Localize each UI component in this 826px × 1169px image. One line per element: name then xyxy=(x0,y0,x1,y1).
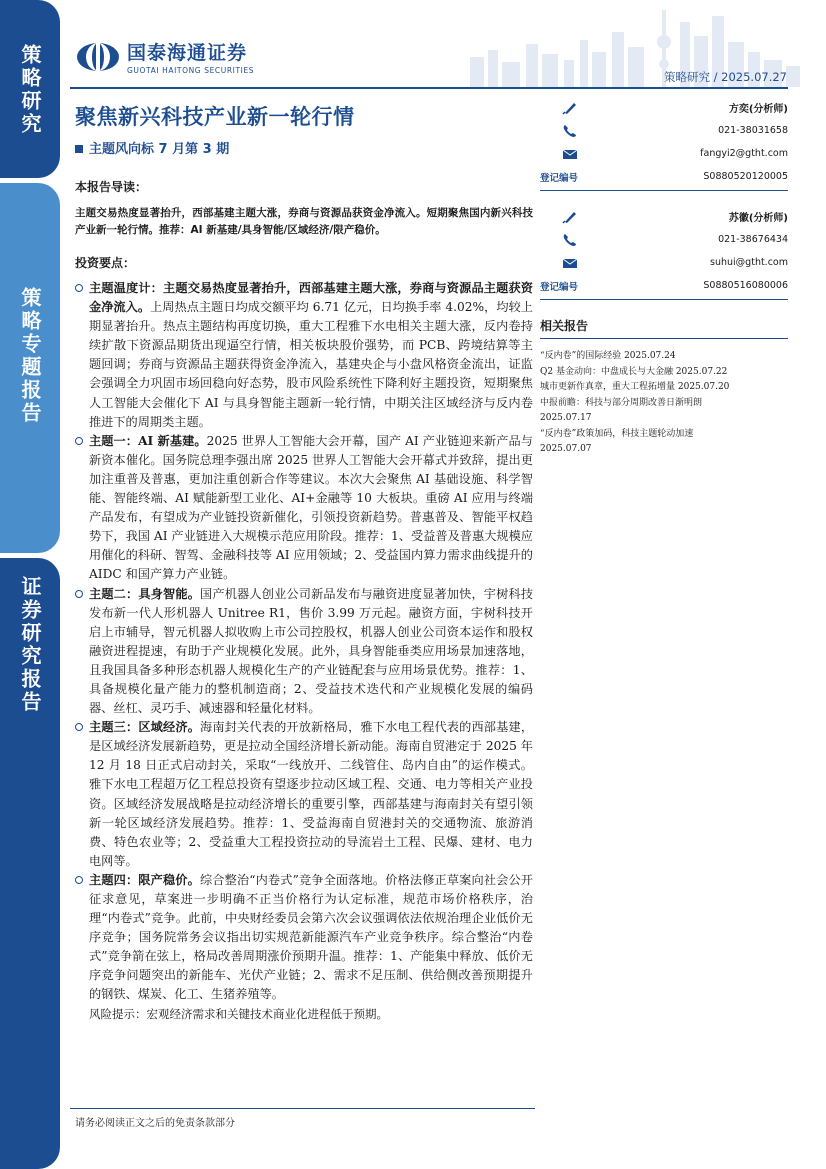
analyst-1-reg-no: S0880520120005 xyxy=(703,171,788,182)
related-report-item[interactable]: “反内卷”政策加码，科技主题轮动加速 xyxy=(540,428,694,439)
sidebar-report-type-label: 策略专题报告 xyxy=(18,287,42,425)
subtitle-square-icon xyxy=(75,145,83,153)
point-body: 上周热点主题日均成交额平均 6.71 亿元，日均换手率 4.02%，均较上期显著抬升。热点主题结构再度切换，重大工程雅下水电相关主题大涨，反内卷持续扩散下资源品期货出现逼空行情，相关板块股价强势，而 PCB、跨境结算等主题回调；券商与资源品主题获得资金净流入，基建央企与小盘风格资金流出，证监会强调全力巩固市场回稳向好态势，股市风险系统性下降利好主题投资，短期聚焦人工智能大会催化下 AI 与具身智能主题新一轮行情，中期关注区域经济与反内卷推进下的周期类主题。 xyxy=(89,300,533,429)
point-body: 海南封关代表的开放新格局，雅下水电工程代表的西部基建，是区域经济发展新趋势，更是拉动全国经济增长新动能。海南自贸港定于 2025 年 12 月 18 日正式启动封关，采取“一线放开、二线管住、岛内自由”的运作模式。雅下水电工程超万亿工程总投资有望逐步拉动区域工程、交通、电力等相关产业投资。区域经济发展战略是拉动经济增长的重要引擎，西部基建与海南封关有望引领新一轮区域经济发展趋势。推荐：1、受益海南自贸港封关的交通物流、旅游消费、特色农业等；2、受益重大工程投资拉动的导流岩土工程、民爆、建材、电力电网等。 xyxy=(89,720,534,868)
analyst-divider xyxy=(540,190,788,191)
point-lead: 主题三：区域经济。 xyxy=(89,720,201,735)
related-report-item[interactable]: 中报前瞻：科技与部分周期改善日渐明朗 xyxy=(540,397,703,408)
point-item xyxy=(75,432,533,585)
guide-heading: 本报告导读： xyxy=(75,180,148,194)
points-list xyxy=(75,279,533,1024)
analyst-2-email[interactable]: suhui@gtht.com xyxy=(710,257,788,268)
analyst-email-row xyxy=(540,251,788,274)
bullet-circle-icon xyxy=(75,437,83,445)
point-item xyxy=(75,871,533,1005)
risk-warning: 风险提示：宏观经济需求和关键技术商业化进程低于预期。 xyxy=(89,1006,388,1021)
analyst-1-name: 方奕(分析师) xyxy=(728,104,788,115)
brand-mark-icon xyxy=(75,41,121,73)
analyst-phone-row xyxy=(540,119,788,142)
sidebar-category-block xyxy=(0,0,60,178)
brand-logo xyxy=(75,38,254,75)
brand-name-cn: 国泰海通证券 xyxy=(127,42,248,64)
related-reports-title: 相关报告 xyxy=(540,317,788,339)
point-body: 2025 世界人工智能大会开幕，国产 AI 产业链迎来新产品与新资本催化。国务院总理李强出席 2025 世界人工智能大会开幕式并致辞，提出更加注重普及普惠，更加注重创新合作等建议。本次大会聚焦 AI 基础设施、科学智能、智能终端、AI 赋能新型工业化、AI+金融等 10 大板块。重磅 AI 应用与终端产品发布，有望成为产业链投资新催化，引领投资新趋势。普惠普及、智能平权趋势下，我国 AI 产业链进入大规模示范应用阶段。推荐：1、受益普及普惠大规模应用催化的科研、智驾、金融科技等 AI 应用领域；2、受益国内算力需求曲线提升的 AIDC 和国产算力产业链。 xyxy=(89,433,533,582)
analyst-1-phone: 021-38031658 xyxy=(718,125,788,136)
report-subtitle xyxy=(75,138,229,157)
analyst-1-email[interactable]: fangyi2@gtht.com xyxy=(700,148,788,159)
related-report-date: 2025.07.17 xyxy=(540,413,592,423)
analyst-divider xyxy=(540,299,788,300)
analyst-2-phone: 021-38676434 xyxy=(718,234,788,245)
related-reports-list xyxy=(540,349,788,458)
pen-icon xyxy=(562,210,578,224)
analyst-phone-row xyxy=(540,228,788,251)
point-lead: 主题二：具身智能。 xyxy=(89,586,201,601)
point-body: 综合整治“内卷式”竞争全面落地。价格法修正草案向社会公开征求意见，草案进一步明确不正当价格行为认定标准，规范市场价格秩序，治理“内卷式”竞争。此前，中央财经委员会第六次会议强调依法依规治理企业低价无序竞争；国务院常务会议指出切实规范新能源汽车产业竞争秩序。综合整治“内卷式”竞争箭在弦上，格局改善周期涨价预期升温。推荐：1、产能集中释放、低价无序竞争问题突出的新能车、光伏产业链；2、需求不足压制、供给侧改善预期提升的钢铁、煤炭、化工、生猪养殖等。 xyxy=(89,872,533,1002)
point-lead: 主题一：AI 新基建。 xyxy=(89,433,207,448)
point-item xyxy=(75,279,533,432)
phone-icon xyxy=(562,124,578,138)
bullet-circle-icon xyxy=(75,590,83,598)
analyst-2-reg-no: S0880516080006 xyxy=(703,280,788,291)
pen-icon xyxy=(562,101,578,115)
analyst-name-row xyxy=(540,205,788,228)
bullet-circle-icon xyxy=(75,723,83,731)
analyst-2-reg-label: 登记编号 xyxy=(540,281,579,293)
analyst-name-row xyxy=(540,96,788,119)
brand-name-en: GUOTAI HAITONG SECURITIES xyxy=(127,66,255,75)
mail-icon xyxy=(562,147,578,161)
related-reports xyxy=(540,317,788,458)
report-subtitle-text: 主题风向标 7 月第 3 期 xyxy=(89,142,230,157)
related-report-item[interactable]: 城市更新作真章，重大工程拓增量 2025.07.20 xyxy=(540,382,730,392)
sidebar-report-type-block xyxy=(0,183,60,553)
point-lead: 主题温度计：主题交易热度显著抬升，西部基建主题大涨，券商与资源品主题获资金净流入。 xyxy=(89,281,533,315)
guide-text: 主题交易热度显著抬升，西部基建主题大涨，券商与资源品获资金净流入。短期聚焦国内新兴科技产业新一轮行情。推荐：AI 新基建/具身智能/区域经济/限产稳价。 xyxy=(75,207,533,236)
points-heading: 投资要点： xyxy=(75,256,136,270)
bullet-circle-icon xyxy=(75,876,83,884)
header-category-date: 策略研究 / 2025.07.27 xyxy=(663,70,787,84)
header-divider xyxy=(70,87,788,89)
analyst-reg-row xyxy=(540,165,788,188)
analyst-email-row xyxy=(540,142,788,165)
footer-divider xyxy=(70,1108,535,1109)
point-body: 国产机器人创业公司新品发布与融资进度显著加快，宇树科技发布新一代人形机器人 Unitree R1，售价 3.99 万元起。融资方面，宇树科技开启上市辅导，智元机器人拟收购上市公司控股权，机器人创业公司资本运作和股权融资进程提速，有助于产业规模化发展。此外，具身智能垂类应用场景加速落地，且我国具备多种形态机器人规模化生产的产业链配套与应用场景优势。推荐：1、具备规模化量产能力的整机制造商；2、受益技术迭代和产业规模化发展的编码器、丝杠、灵巧手、减速器和轻量化材料。 xyxy=(89,586,534,716)
left-sidebar xyxy=(0,0,60,1169)
related-report-date: 2025.07.07 xyxy=(540,444,592,454)
mail-icon xyxy=(562,256,578,270)
analyst-1-reg-label: 登记编号 xyxy=(540,172,579,184)
bullet-circle-icon xyxy=(75,284,83,292)
analyst-2-name: 苏徽(分析师) xyxy=(728,213,788,224)
point-lead: 主题四：限产稳价。 xyxy=(89,872,200,887)
point-item xyxy=(75,585,533,719)
main-content xyxy=(75,178,533,1024)
point-item xyxy=(75,718,533,871)
sidebar-research-block xyxy=(0,558,60,1169)
sidebar-research-label: 证券研究报告 xyxy=(18,576,42,714)
related-report-item[interactable]: “反内卷”的国际经验 2025.07.24 xyxy=(540,351,676,361)
sidebar-category-label: 策略研究 xyxy=(18,44,42,136)
analyst-reg-row xyxy=(540,274,788,297)
analyst-panel xyxy=(540,96,788,302)
phone-icon xyxy=(562,233,578,247)
report-title: 聚焦新兴科技产业新一轮行情 xyxy=(75,105,355,129)
footer-disclaimer[interactable]: 请务必阅读正文之后的免责条款部分 xyxy=(75,1118,235,1129)
related-report-item[interactable]: Q2 基金动向：中盘成长与大金融 2025.07.22 xyxy=(540,366,728,377)
